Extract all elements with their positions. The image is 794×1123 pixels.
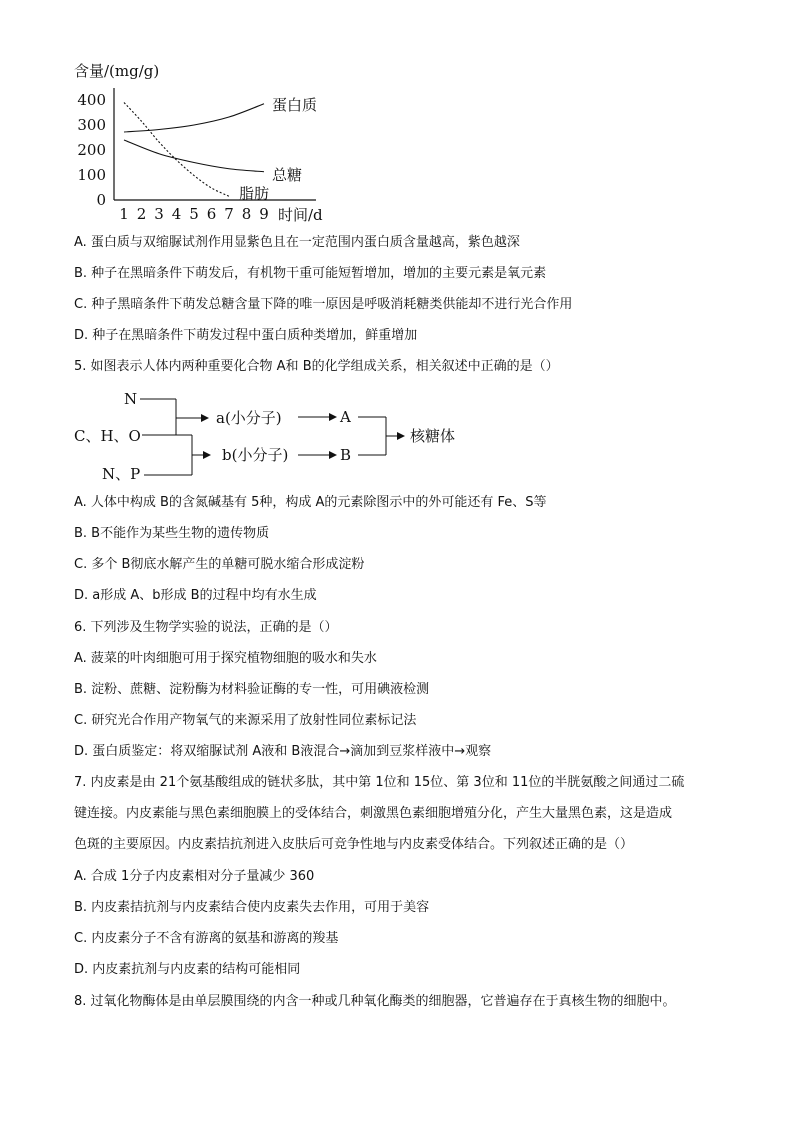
compound-a-label: A: [340, 408, 351, 426]
x-tick-label: 6: [206, 205, 217, 223]
q8-stem: 8. 过氧化物酶体是由单层膜围绕的内含一种或几种氧化酶类的细胞器，它普遍存在于真核生物的细胞中。: [74, 994, 676, 1009]
element-np-label: N、P: [102, 465, 141, 483]
series-label: 总糖: [272, 165, 303, 184]
x-tick-label: 3: [154, 205, 164, 223]
x-tick-label: 2: [136, 205, 147, 223]
q7-stem-line-1: 7. 内皮素是由 21个氨基酸组成的链状多肽，其中第 1位和 15位、第 3位和 11位的半胱氨酸之间通过二硫: [74, 775, 685, 790]
q7-option-c: C. 内皮素分子不含有游离的氨基和游离的羧基: [74, 931, 339, 946]
series-line-3: [124, 103, 229, 197]
q6-option-d: D. 蛋白质鉴定：将双缩脲试剂 A液和 B液混合→滴加到豆浆样液中→观察: [74, 744, 492, 759]
q4-option-b: B. 种子在黑暗条件下萌发后，有机物干重可能短暂增加，增加的主要元素是氧元素: [74, 266, 547, 281]
y-tick-label: 400: [77, 91, 106, 109]
q6-option-c: C. 研究光合作用产物氧气的来源采用了放射性同位素标记法: [74, 713, 417, 728]
growth-chart: [66, 58, 336, 224]
x-tick-label: 1: [119, 205, 129, 223]
compound-b-label: B: [340, 446, 352, 464]
q4-option-a: A. 蛋白质与双缩脲试剂作用显紫色且在一定范围内蛋白质含量越高，紫色越深: [74, 235, 520, 250]
x-tick-label: 9: [259, 205, 269, 223]
q4-option-d: D. 种子在黑暗条件下萌发过程中蛋白质种类增加，鲜重增加: [74, 328, 418, 343]
x-tick-label: 4: [171, 205, 182, 223]
series-line-2: [124, 140, 264, 172]
series-label: 脂肪: [239, 184, 270, 203]
element-cho-label: C、H、O: [74, 427, 141, 445]
q6-option-a: A. 菠菜的叶肉细胞可用于探究植物细胞的吸水和失水: [74, 651, 377, 666]
y-tick-label: 200: [77, 141, 106, 159]
small-molecule-b-label: b(小分子): [222, 446, 289, 464]
y-axis-label: 含量/(mg/g): [74, 62, 160, 80]
x-tick-label: 7: [224, 205, 234, 223]
x-tick-label: 8: [241, 205, 252, 223]
q7-stem-line-2: 键连接。内皮素能与黑色素细胞膜上的受体结合，刺激黑色素细胞增殖分化，产生大量黑色素，这是造成: [74, 806, 673, 821]
series-label: 蛋白质: [272, 95, 318, 114]
q7-option-b: B. 内皮素拮抗剂与内皮素结合使内皮素失去作用，可用于美容: [74, 900, 430, 915]
element-n-label: N: [124, 390, 138, 408]
y-tick-label: 100: [77, 166, 106, 184]
q5-option-c: C. 多个 B彻底水解产生的单糖可脱水缩合形成淀粉: [74, 557, 365, 572]
q7-option-a: A. 合成 1分子内皮素相对分子量减少 360: [74, 869, 315, 884]
q6-option-b: B. 淀粉、蔗糖、淀粉酶为材料验证酶的专一性，可用碘液检测: [74, 682, 430, 697]
q5-stem: 5. 如图表示人体内两种重要化合物 A和 B的化学组成关系，相关叙述中正确的是（）: [74, 359, 559, 374]
small-molecule-a-label: a(小分子): [216, 409, 282, 427]
composition-diagram: [70, 388, 490, 488]
q7-stem-line-3: 色斑的主要原因。内皮素拮抗剂进入皮肤后可竞争性地与内皮素受体结合。下列叙述正确的是（）: [74, 837, 634, 852]
q4-option-c: C. 种子黑暗条件下萌发总糖含量下降的唯一原因是呼吸消耗糖类供能却不进行光合作用: [74, 297, 573, 312]
q6-stem: 6. 下列涉及生物学实验的说法，正确的是（）: [74, 620, 338, 635]
q5-option-d: D. a形成 A、b形成 B的过程中均有水生成: [74, 588, 317, 603]
q7-option-d: D. 内皮素抗剂与内皮素的结构可能相同: [74, 962, 301, 977]
ribosome-label: 核糖体: [410, 427, 456, 445]
series-line-1: [124, 104, 264, 132]
q5-option-b: B. B不能作为某些生物的遗传物质: [74, 526, 270, 541]
q5-option-a: A. 人体中构成 B的含氮碱基有 5种，构成 A的元素除图示中的外可能还有 Fe、S等: [74, 495, 547, 510]
x-tick-label: 5: [189, 205, 199, 223]
x-axis-label: 时间/d: [278, 206, 323, 224]
y-tick-label: 0: [96, 191, 106, 209]
y-tick-label: 300: [77, 116, 106, 134]
